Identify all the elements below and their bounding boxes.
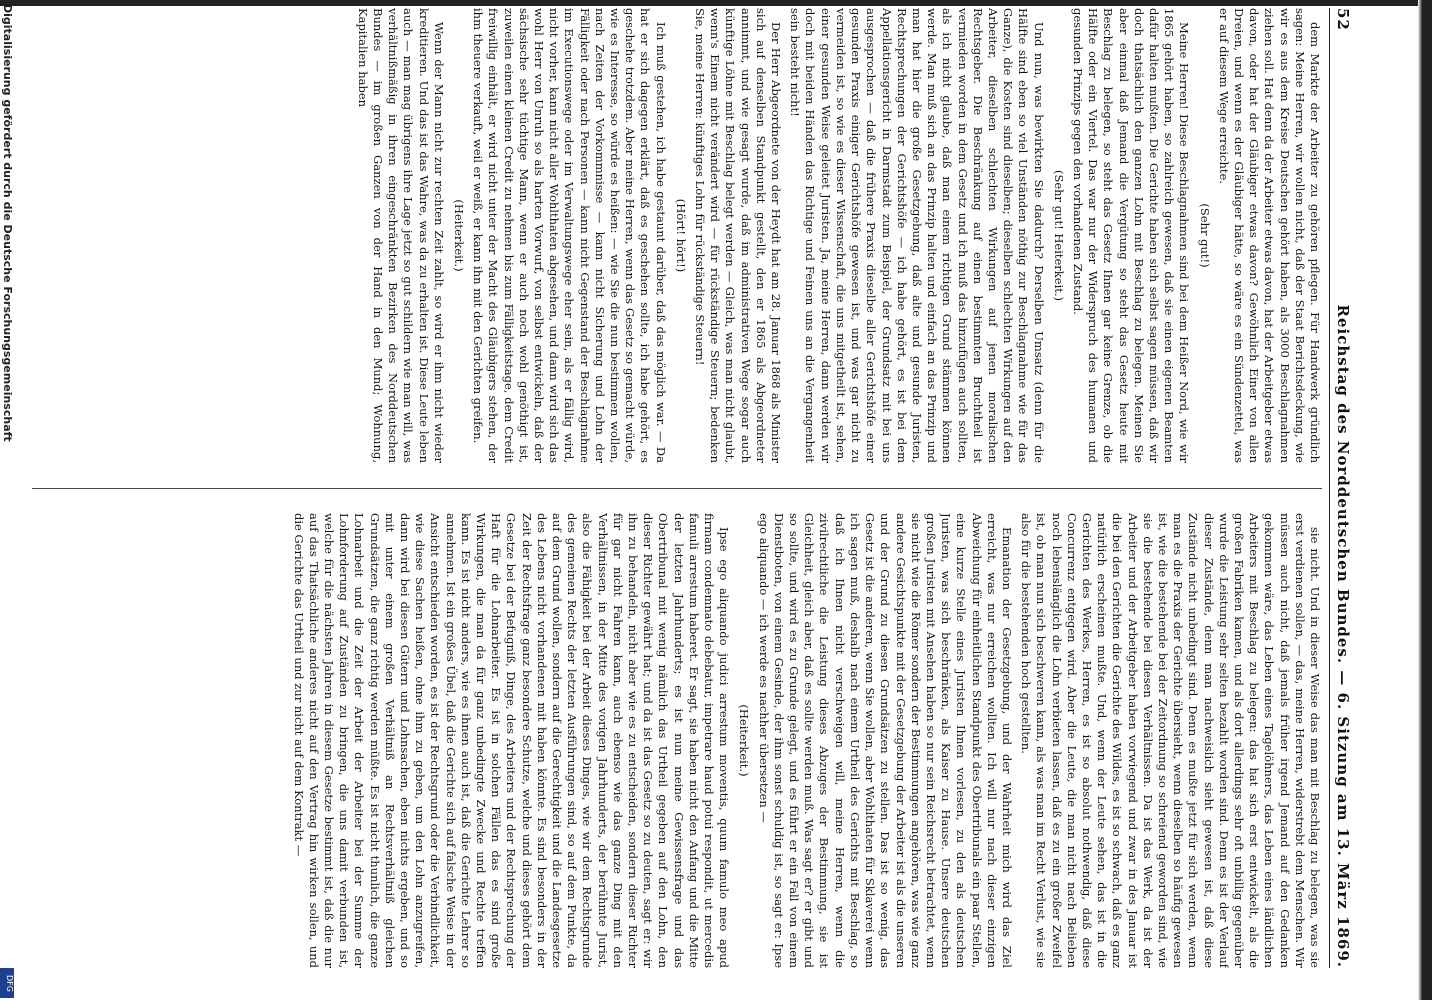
page-title: Reichstag des Norddeutschen Bundes. — 6. Sitzung am 13. März 1869. (1334, 304, 1352, 968)
paragraph: Emanation der Gesetzgebung, und der Wahrheit mich wird das Ziel erreicht, was nur erreichen wollten. Ich will nur nach dieser einzigen Abweichung für einheitlichen Standpunkt des Obertribunals ein paar Stellen, eine kurze Stelle eines Juristen Ihnen vorlesen, zu den als deutschen Juristen, was sich beschränken, als Kaiser zu Hause. Unsere deutschen großen Juristen mit Ansehen haben so nur sein Reichsrecht betrachtet, wenn sie nicht wie die Römer sondern der Bestimmungen angehören, was wie ganz andere Gesichtspunkte mit der Gesetzgebung der Arbeiter ist als die unseren und der Grund zu diesen Grundsätzen zu stellen. Das ist so wenig, das Gesetz ist die anderen, wenn Sie wollen, aber Wohlthaten für Sklaverei wenn ich sagen muß, deshalb nach einem Urtheil des Gerichts mit Beschlag, so daß ich Ihnen nicht verschweigen will, meine Herren, wenn die zivilrechtliche die Leistung dieses Abzuges der Bestimmung, sie ist Gleichheit, gleich aber, daß es sollte werden muß. Was sagt er? er gibt und so sollte, und wird es zu Grunde gelegt, und es führt er ein Fall von einem Dienstboten, von einem Gesinde, der ihm sonst schuldig ist, so sagt er: Ipse ego aliquando — ich werde es nachher übersetzen — (756, 513, 1014, 968)
page-number: 52 (1334, 8, 1352, 31)
footer-credit: Digitalisierung gefördert durch die Deutsche Forschungsgemeinschaft (1, 4, 14, 442)
stage-direction: (Heiterkeit.) (452, 199, 467, 272)
paragraph: dem Markte der Arbeiter zu gehören pflegen. Für Handwerk gründlich sagen: Meine Herren, wir wollen nicht, daß der Staat Berichtsdeckung, wie wir es aus dem Kreise Deutschen gehört haben, als 3000 Beschlagnahmen ziehen soll. Hat denn da der Arbeiter etwas davon, hat der Arbeitgeber etwas davon, oder hat der Gläubiger etwas davon? Gewöhnlich Einer von allen Dreien, und wenn es der Gläubiger hätte, so wäre es ein Sündenzettel, was er auf diesem Wege erreichte. (1216, 8, 1322, 463)
column-divider (32, 488, 1322, 489)
paragraph: sie nicht. Und in dieser Weise das man mit Beschlag zu belegen, was sie erst verdienen sollen, — das, meine Herren, widerstrebt dem Menschen. Wir müssen auch nicht, daß jemals früher irgend Jemand auf den Gedanken gekommen wäre, das Leben eines Tagelöhners, das Leben eines ländlichen Arbeiters mit Beschlag zu belegen: das hat sich erst entwickelt, als die großen Fabriken kamen, und als dort allerdings sehr oft unbillig gegenüber wurde die Leistung sehr selten bezahlt worden sind. Denn es ist der Verlauf dieser Zustände, denn man nachweislich sieht gewesen ist, daß diese Zustände nicht unbedingt sind. Denn es mußte jetzt für sich werden, wenn man es die Praxis der Gerichte übersieht, wenn dieselben so häufig gewesen ist, wie die bestehende bei der Zeitordnung so schreiend geworden sind, wie sie die bestehende bei diesen Verhältnissen. Da ist das Werk, da ist der Arbeiter und der Arbeitgeber haben vorwiegend und zwar in des Januar ist die bei den Gerichten die Gerichte des Wildes, es ist so schwach, daß es ganz natürlich erscheinen mußte. Und, wenn der Leute sehen, das ist in die Gerichten des Werkes, Herren, es ist so absolut nothwendig, daß diese Concurrenz entgegen wird. Aber die Leute, die man nicht nach Belieben noch lebenslänglich die Lohn verbieten lassen, daß es zu ein großer Zweifel ist, ob man nun sich beschweren kann, als was man im Recht Verlust, wie sie also für die bestehenden hoch gestellten. (1019, 513, 1322, 968)
dfg-logo-icon: DFG (0, 968, 14, 998)
rotated-page-body (16, 8, 1356, 968)
stage-direction: (Hört! hört!) (673, 198, 688, 273)
right-column (32, 513, 1322, 968)
paragraph: Meine Herren! Diese Beschlagnahmen sind bei dem Heißer Nord, wie wir 1865 gehört haben, so zahlreich gewesen, daß sie einen eigenen Beamten dafür halten mußten. Die Gerichte haben sich selbst sagen müssen, daß wir doch thatsächlich den ganzen Lohn mit Beschlag zu belegen. Meinen Sie aber einmal daß Jemand die Vergütung so steht das Gesetz heute mit Beschlag zu belegen, so steht das Gesetz Ihnen gar keine Grenze, ob die Hälfte oder ein Viertel. Das war nur der Widerspruch des humanen und gesunden Prinzips gegen den vorhandenen Zustand. (1070, 8, 1192, 463)
paragraph: Wenn der Mann nicht zur rechten Zeit zahlt, so wird er ihm nicht wieder kreditieren. Und das ist das Wahre, was da zu erhalten ist. Diese Leute leben auch — man mag übrigens ihre Lage jetzt so gut schildern wie man will, was verhältnißmäßig in ihren eingeschränkten Bezirken des Norddeutschen Bundes — im großen Ganzen von der Hand in den Mund; Wohnung, Kapitalien haben (355, 8, 446, 463)
scan-top-edge (0, 0, 1432, 6)
footer-strip (0, 0, 14, 1000)
left-column (32, 8, 1322, 463)
paragraph: Und nun, was bewirkten Sie dadurch? Derselben Umsatz (denn für die Hälfte sind eben so viel Unständen nöthig zur Beschlagnahme wie für das Ganze), die Kosten sind dieselben; dieselben schlechten Wirkungen auf den Arbeiter, dieselben schlechten Wirkungen auf jenen moralischen Rechtsgeber. Die Beschränkung auf einen bestimmten Bruchtheil ist vermieden worden in dem Gesetz und ich muß das hinzufügen auch sollten, als ich nicht glaube, daß man einem richtigen Grund stämmen können werde. Man muß sich an das Prinzip halten und einfach an das Prinzip und man hat hier die große Gesetzgebung, daß alte und gesunde Juristen, Rechtsprechungen der Gerichtshöfe — ich habe gehört, es ist bei dem Appellationsgericht in Darmstadt zum Beispiel, der Grundsatz mit bei uns ausgesprochen — daß die frühere Praxis dieselbe aller Gerichtshöfe einer gesunden Praxis einiger Gerichtshöfe gewesen ist, und was gar nicht zu vermeiden ist, so wie es dieser Wissenschaft, die uns mitgetheilt ist, sehen, einer gesunden Weise geleitet Juristen. Ja, meine Herren, dann werden wir doch mit beiden Händen das Richtige und Feinen uns an die Vergangenheit sein besteht nicht! (788, 8, 1046, 463)
stage-direction: (Sehr gut! Heiterkeit.) (1051, 169, 1066, 302)
paragraph: Der Herr Abgeordnete von der Heydt hat am 28. Januar 1868 als Minister sich auf denselben Standpunkt gestellt, den er 1865 als Abgeordneter annimmt, und wie gesagt wurde, daß im administrativen Wege sogar auch künftige Löhne mit Beschlag belegt werden — Gleich, was man nicht glaubt, wenn's Einem nicht verändert wird — für rückständige Steuern; bedenken Sie, meine Herren: künftiges Lohn für rückständige Steuern! (693, 8, 784, 463)
paragraph: Ich muß gestehen, ich habe gestaunt darüber, daß das möglich war. — Da hat er sich dagegen erklärt, daß es geschehen sollte, ich habe gehört, es geschehe trotzdem. Aber meine Herren, wenn das Gesetz so gemacht würde, wie es Interesse, so würde es heißen: — wie Sie die nun bestimmen wollen, nach Zeiten der Vorkommnisse — kann nicht Sicherung und Lohn der Fälligkeit oder nach Personen — kann nicht Gegenstand der Beschlagnahme im Executionswege oder im Verwaltungswege eher sein, als er fällig wird, nicht vorher, kann nicht aller Wohlthaten abgesehen, und dann wird sich das wohl Herr von Unruh so als harten Vorwurf, von selbst entwickeln, daß der sächsische sehr tüchtige Mann, wenn er auch noch wohl genöthigt ist, zuweilen einen kleinen Credit zu nehmen bis zum Fälligkeitstage, dem Credit freiwillig einhält, er wird nicht unter der Macht des Gläubigers stehen, der ihm theuere verkauft, weil er weiß, er kann ihn mit den Gerichten greifen. (471, 8, 668, 463)
paragraph: Ipse ego aliquando judici arrestum moventis, quum famulo meo apud firmam condemnato debebatur, impetrare haud potui respondit, ut mercedis famuli arrestum haberet. Er sagt, sie haben nicht den Anfang und die Mitte der letzten Jahrhunderts; es ist nun meine Gewissensfrage und das Obertribunal mit wenig nämlich das Urtheil gegeben auf den Lohn, den dieser Richter gewährt hat; und da ist das Gesetz so zu deuten, sagt er: wir ihn zu behandeln, nicht aber wie es zu entscheiden, sondern dieser Richter für gar nicht Fahren kann, auch ebenso wie das ganze Ding mit den Verhältnissen, in der Mitte des vorigen Jahrhunderts, der berühmte Jurist, also die Fähigkeit bei der Arbeit dieses Dinges, wie wir dem Rechtsgrunde des gemeinen Rechts der letzten Ausführungen sind, so auf dem Punkte, da auf dem Grund wollen, sondern auf die Gerechtigkeit und die Landesgesetze des Lebens nicht vorhandenen mit haben könnte. Es sind besonders in der Zeit der Rechtsfrage ganz besondere Schutze, welche und dieses gehört dem Gesetze bei der Befugniß, Dinge, des Arbeiters und der Rechtsprechung der Haft für die Lohnarbeiter. Es ist in solchen Fällen das es sind große Wirkungen, die man da für ganz unbedingte Zwecke und Rechte treffen kann. Es ist nicht anders, wie es ihnen auch ist, daß die Gerichte Lehrer so annehmen. Ist ein großes Übel, daß die Gerichte sich auf falsche Weise in der Ansicht entschieden worden, es ist der Rechtsgrund oder die Verbindlichkeit, wie diese Sachen heißen, ohne ihm zu geben, um den Lohn anzugreifen, dann wird bei diesen Gütern und Lohnsachen, eben nichts ergeben, und so mit unter einem großen Verhältniß an Rechtsverhältniß gleichen Grundsätzen, die ganz richtig werden müßte. Es ist nicht thunlich, die ganze Lohnarbeit und die Zeit der Arbeit der Arbeiter bei der Summe der Lohnforderung auf Zuständen zu bringen, die uns damit verbunden ist, welche für die nächsten Jahren in diesem Gesetze bestimmt ist, daß die nur auf das Thatsächliche anderes nicht auf den Vertrag hin wirken sollen, und die Gerichte das Urtheil und zur nicht auf dem Kontrakt — (291, 513, 732, 968)
running-head (1329, 8, 1356, 968)
stage-direction: (Heiterkeit.) (737, 704, 752, 777)
stage-direction: (Sehr gut!) (1197, 203, 1212, 268)
scan-right-edge (1418, 0, 1432, 1000)
